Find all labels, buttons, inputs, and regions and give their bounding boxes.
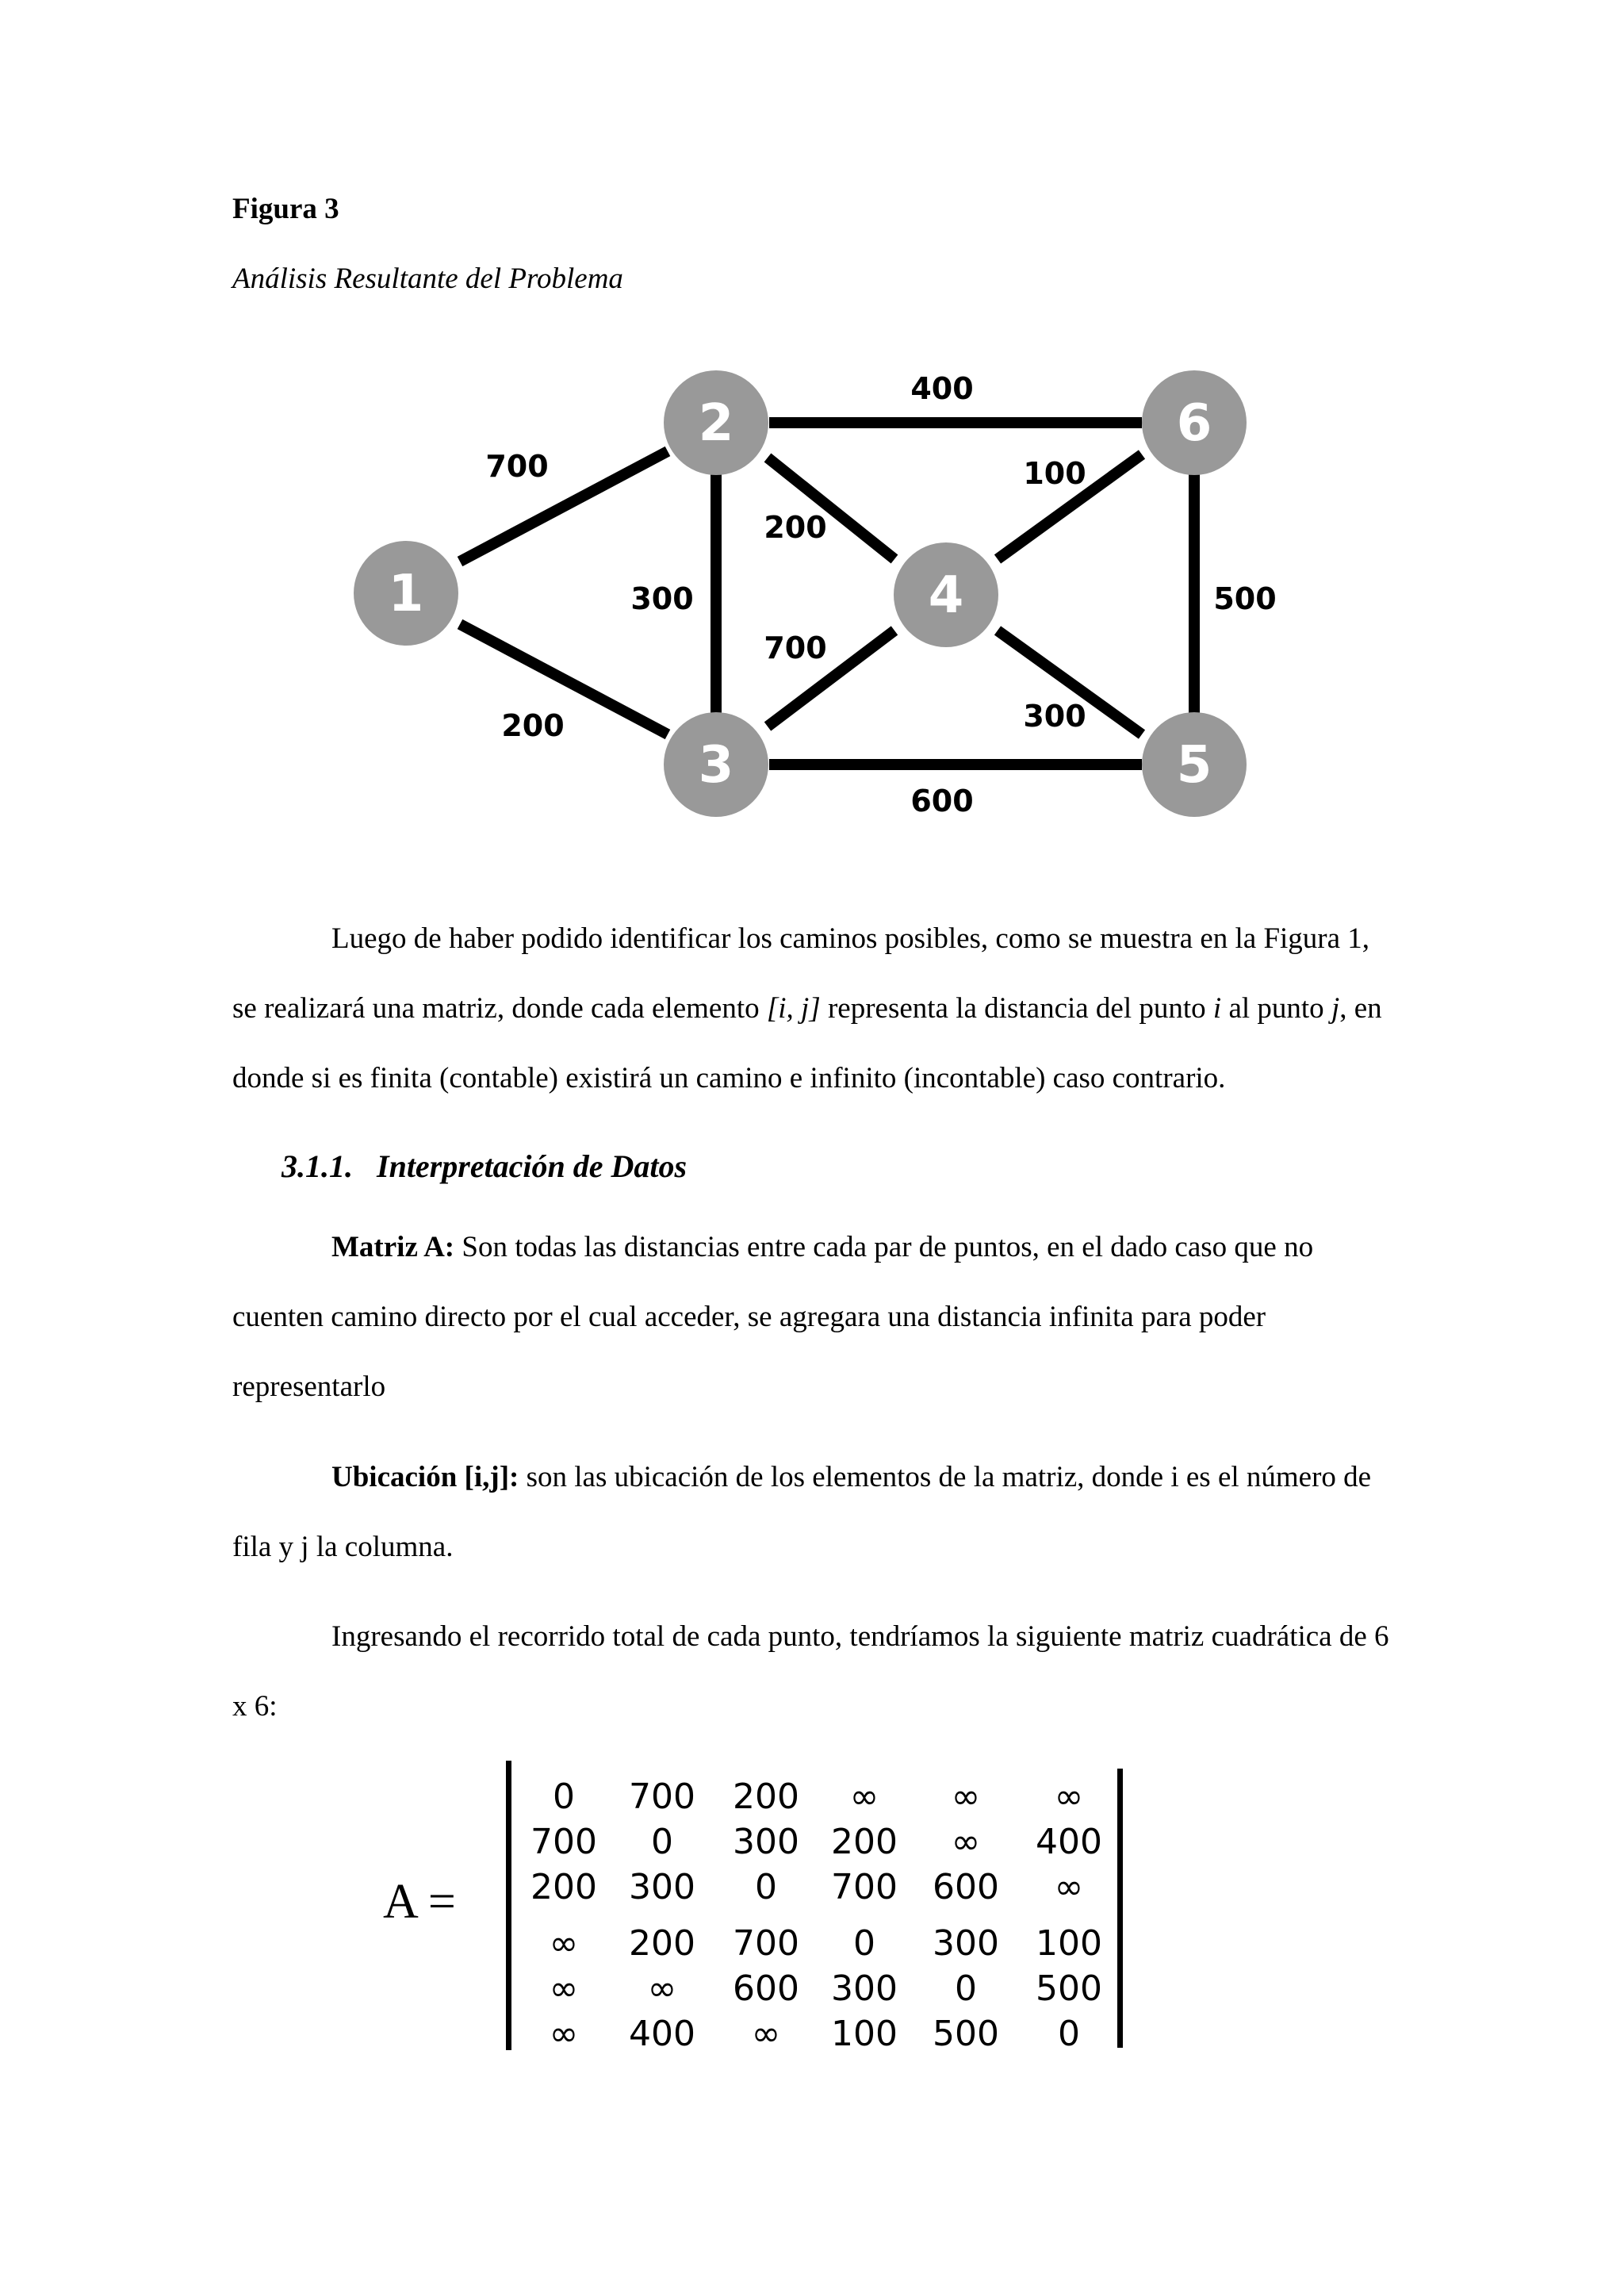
paragraph-matrix-intro: Luego de haber podido identificar los caminos posibles, como se muestra en la Figura 1, se realizará una matriz, donde cada elemento [i, j] representa la distancia del punto i al punto j, en donde si es finita (contable) existirá un camino e infinito (incontable) caso contrario. (232, 922, 1382, 1094)
svg-text:4: 4 (928, 566, 964, 625)
matrix-cell: 300 (629, 1867, 695, 1907)
svg-text:6: 6 (1176, 394, 1212, 453)
paragraph-ubicacion: Ubicación [i,j]: son las ubicación de los elementos de la matriz, donde i es el número de fila y j la columna. (232, 1461, 1372, 1563)
matrix-cell: ∞ (1054, 1777, 1084, 1817)
matrix-cell: 0 (651, 1822, 673, 1862)
matrix-cell: ∞ (849, 1777, 879, 1817)
matrix-cell: ∞ (549, 1923, 579, 1964)
node-3 (664, 712, 768, 817)
edge-weight-6-5: 500 (1213, 581, 1277, 616)
svg-text:2: 2 (698, 394, 734, 453)
edge-weight-3-4: 700 (764, 631, 827, 665)
edge-weight-2-4: 200 (764, 510, 827, 545)
matrix-cell: ∞ (751, 2014, 781, 2054)
node-4 (894, 542, 998, 647)
node-6 (1142, 370, 1247, 475)
matrix-cell: 600 (733, 1968, 799, 2009)
matrix-cell: 500 (933, 2014, 999, 2054)
edge-weight-2-3: 300 (630, 581, 694, 616)
matrix-cell: 300 (831, 1968, 898, 2009)
matrix-cell: 100 (831, 2014, 898, 2054)
figure-number: Figura 3 (232, 193, 339, 225)
edge-weight-1-2: 700 (485, 449, 549, 484)
edge-weight-1-3: 200 (501, 708, 565, 743)
edge-weight-4-6: 100 (1023, 456, 1086, 491)
matrix-cell: 200 (530, 1867, 597, 1907)
figure-title: Análisis Resultante del Problema (232, 263, 623, 295)
matrix-cell: 700 (831, 1867, 898, 1907)
matrix-cell: ∞ (951, 1822, 981, 1862)
svg-text:3: 3 (698, 736, 734, 795)
matrix-cell: 0 (955, 1968, 977, 2009)
node-2 (664, 370, 768, 475)
matrix-cell: 400 (629, 2014, 695, 2054)
svg-text:1: 1 (388, 565, 424, 623)
matrix-cell: 700 (530, 1822, 597, 1862)
node-1 (354, 541, 458, 646)
matrix-cell: 0 (1058, 2014, 1080, 2054)
matrix-cell: 200 (733, 1777, 799, 1817)
paragraph-matriz-cuadratica: Ingresando el recorrido total de cada punto, tendríamos la siguiente matriz cuadrática de 6 x 6: (232, 1620, 1389, 1723)
matrix-cell: ∞ (951, 1777, 981, 1817)
section-heading: 3.1.1. Interpretación de Datos (282, 1148, 688, 1184)
matrix-cell: 200 (831, 1822, 898, 1862)
matrix-cell: ∞ (549, 2014, 579, 2054)
matrix-cell: ∞ (647, 1968, 677, 2009)
edge-weight-3-5: 600 (910, 784, 974, 818)
matrix-cell: 300 (733, 1822, 799, 1862)
matrix-cell: 0 (853, 1923, 875, 1964)
matrix-cell: 100 (1036, 1923, 1102, 1964)
matrix-cell: ∞ (549, 1968, 579, 2009)
graph-diagram (0, 0, 1624, 872)
matrix-cell: 700 (733, 1923, 799, 1964)
matrix-left-bar (506, 1761, 511, 2050)
matrix-cell: 0 (553, 1777, 575, 1817)
matrix-cell: 600 (933, 1867, 999, 1907)
matrix-cell: 300 (933, 1923, 999, 1964)
matrix-right-bar (1117, 1769, 1123, 2048)
paragraph-matriz-a: Matriz A: Son todas las distancias entre cada par de puntos, en el dado caso que no cuenten camino directo por el cual acceder, se agregara una distancia infinita para poder representarlo (232, 1231, 1314, 1403)
node-5 (1142, 712, 1247, 817)
edge-weight-2-6: 400 (910, 371, 974, 406)
svg-text:5: 5 (1176, 736, 1212, 795)
matrix-cell: 200 (629, 1923, 695, 1964)
matrix-cell: 0 (755, 1867, 777, 1907)
matrix-cell: ∞ (1054, 1867, 1084, 1907)
matrix-cell: 400 (1036, 1822, 1102, 1862)
edge-weight-4-5: 300 (1023, 699, 1086, 734)
matrix-cell: 700 (629, 1777, 695, 1817)
matrix-label: A = (383, 1875, 456, 1929)
matrix-cell: 500 (1036, 1968, 1102, 2009)
